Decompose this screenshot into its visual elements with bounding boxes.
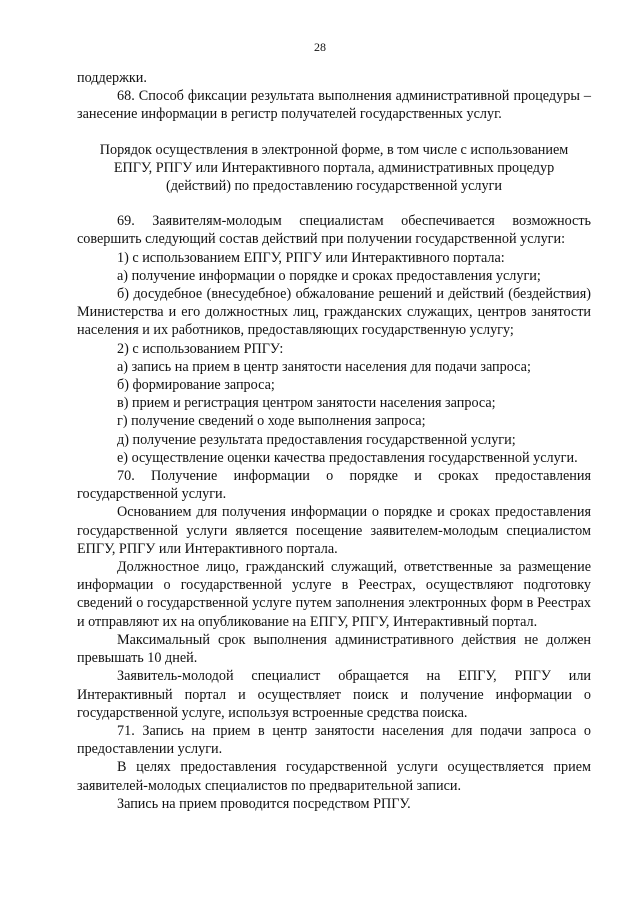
paragraph: Запись на прием проводится посредством РПГУ. bbox=[117, 795, 411, 812]
section-heading bbox=[77, 141, 591, 196]
paragraph: 71. Запись на прием в центр занятости населения для подачи запроса о предоставлении услуги. bbox=[77, 722, 591, 758]
paragraph: 1) с использованием ЕПГУ, РПГУ или Интерактивного портала: bbox=[117, 249, 505, 266]
paragraph: 2) с использованием РПГУ: bbox=[117, 340, 284, 357]
paragraph: 69. Заявителям-молодым специалистам обеспечивается возможность совершить следующий состав действий при получении государственной услуги: bbox=[77, 213, 591, 248]
document-body bbox=[77, 69, 591, 813]
paragraph: Основанием для получения информации о порядке и сроках предоставления государственной услуги является посещение заявителем-молодым специалистом ЕПГУ, РПГУ или Интерактивного портала. bbox=[77, 504, 591, 557]
paragraphs bbox=[77, 212, 591, 813]
paragraph: а) запись на прием в центр занятости населения для подачи запроса; bbox=[117, 358, 531, 375]
paragraph: б) досудебное (внесудебное) обжалование решений и действий (бездействия) Министерства и его должностных лиц, гражданских служащих, центров занятости населения и их работников, предоставляющих государственную услугу; bbox=[77, 286, 591, 339]
paragraph: поддержки. bbox=[77, 70, 147, 86]
page-number: 28 bbox=[314, 40, 326, 54]
paragraph: г) получение сведений о ходе выполнения запроса; bbox=[117, 413, 426, 430]
paragraph: В целях предоставления государственной услуги осуществляется прием заявителей-молодых специалистов по предварительной записи. bbox=[77, 759, 591, 794]
paragraph: б) формирование запроса; bbox=[117, 377, 275, 394]
paragraph: е) осуществление оценки качества предоставления государственной услуги. bbox=[117, 449, 578, 466]
heading-line: Порядок осуществления в электронной форме, в том числе с использованием bbox=[99, 141, 569, 158]
heading-line: ЕПГУ, РПГУ или Интерактивного портала, административных процедур bbox=[113, 159, 555, 176]
paragraph: 70. Получение информации о порядке и сроках предоставления государственной услуги. bbox=[77, 468, 591, 503]
paragraph: 68. Способ фиксации результата выполнения административной процедуры – занесение информации в регистр получателей государственных услуг. bbox=[77, 88, 591, 123]
paragraph: Должностное лицо, гражданский служащий, ответственные за размещение информации о государственной услуге в Реестрах, осуществляют подготовку сведений о государственной услуге путем заполнения электронных форм в Реестрах и отправляют их на опубликование на ЕПГУ, РПГУ, Интерактивный портал. bbox=[77, 559, 591, 630]
paragraph: а) получение информации о порядке и сроках предоставления услуги; bbox=[117, 267, 541, 284]
top-paragraphs bbox=[77, 69, 591, 124]
heading-line: (действий) по предоставлению государственной услуги bbox=[165, 178, 502, 195]
paragraph: Максимальный срок выполнения административного действия не должен превышать 10 дней. bbox=[77, 631, 591, 667]
paragraph: д) получение результата предоставления государственной услуги; bbox=[117, 431, 516, 448]
paragraph: Заявитель-молодой специалист обращается на ЕПГУ, РПГУ или Интерактивный портал и осуществляет поиск и получение информации о государственной услуге, используя встроенные средства поиска. bbox=[77, 668, 591, 721]
paragraph: в) прием и регистрация центром занятости населения запроса; bbox=[117, 395, 496, 412]
